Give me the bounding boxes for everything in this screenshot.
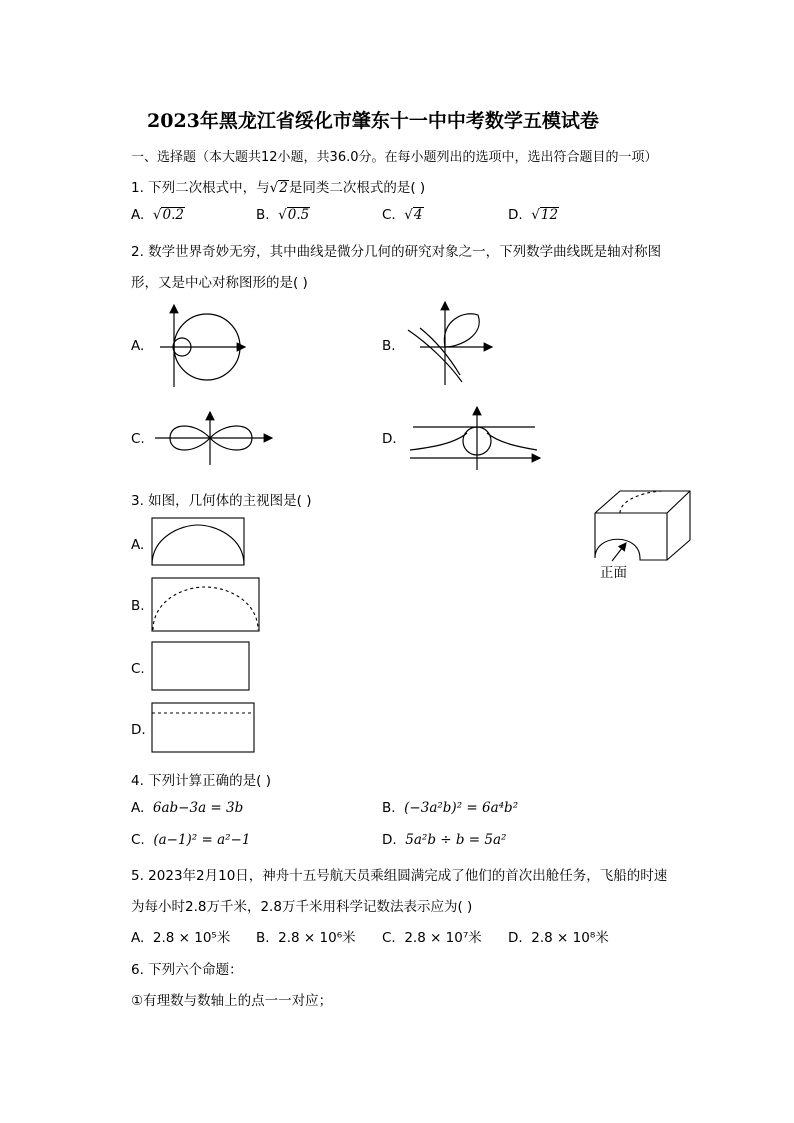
q2-option-b-label[interactable]: B. <box>382 338 396 354</box>
question-2-line1: 2. 数学世界奇妙无穷，其中曲线是微分几何的研究对象之一，下列数学曲线既是轴对称图 <box>131 244 662 260</box>
q4-option-b[interactable]: B. (−3a²b)² = 6a⁴b² <box>382 800 519 816</box>
question-4-stem: 4. 下列计算正确的是( ) <box>131 773 271 789</box>
q2-option-c-label[interactable]: C. <box>131 431 145 447</box>
q1-option-a[interactable]: A. √0.2 <box>131 207 184 223</box>
question-5-line2: 为每小时2.8万千米，2.8万千米用科学记数法表示应为( ) <box>131 899 473 915</box>
q4-option-d[interactable]: D. 5a²b ÷ b = 5a² <box>382 832 507 848</box>
question-5-line1: 5. 2023年2月10日，神舟十五号航天员乘组圆满完成了他们的首次出舱任务，飞船的时速 <box>131 868 668 884</box>
q3-option-d-label[interactable]: D. <box>131 722 146 738</box>
q2-figure-c <box>150 410 290 470</box>
question-1-stem: 1. 下列二次根式中，与√2是同类二次根式的是( ) <box>131 180 426 196</box>
q4-option-c[interactable]: C. (a−1)² = a²−1 <box>131 832 251 848</box>
question-6-stem: 6. 下列六个命题： <box>131 962 243 978</box>
q2-figure-d <box>405 405 555 475</box>
q3-option-a-label[interactable]: A. <box>131 537 145 553</box>
q2-option-d-label[interactable]: D. <box>382 431 397 447</box>
q3-figure-c <box>151 641 251 691</box>
q5-option-d[interactable]: D. 2.8 × 10⁸米 <box>508 930 609 946</box>
q5-option-a[interactable]: A. 2.8 × 10⁵米 <box>131 930 231 946</box>
q2-figure-a <box>145 303 275 393</box>
q2-figure-b <box>400 300 530 390</box>
page-title: 2023年黑龙江省绥化市肇东十一中中考数学五模试卷 <box>147 110 599 132</box>
q3-figure-label: 正面 <box>600 565 627 581</box>
q3-figure-b <box>151 577 261 633</box>
q3-option-c-label[interactable]: C. <box>131 661 145 677</box>
question-3-stem: 3. 如图，几何体的主视图是( ) <box>131 493 312 509</box>
q2-option-a-label[interactable]: A. <box>131 338 145 354</box>
q3-figure-d <box>151 702 256 754</box>
section-heading: 一、选择题（本大题共12小题，共36.0分。在每小题列出的选项中，选出符合题目的一项） <box>131 150 658 165</box>
q5-option-c[interactable]: C. 2.8 × 10⁷米 <box>382 930 482 946</box>
q1-option-b[interactable]: B. √0.5 <box>256 207 310 223</box>
q1-option-d[interactable]: D. √12 <box>508 207 559 223</box>
q5-option-b[interactable]: B. 2.8 × 10⁶米 <box>256 930 356 946</box>
q4-option-a[interactable]: A. 6ab−3a = 3b <box>131 800 244 816</box>
question-6-item-1: ①有理数与数轴上的点一一对应； <box>131 993 333 1009</box>
question-2-line2: 形，又是中心对称图形的是( ) <box>131 275 308 291</box>
q3-figure-a <box>151 517 246 567</box>
q1-option-c[interactable]: C. √4 <box>382 207 423 223</box>
q3-option-b-label[interactable]: B. <box>131 598 145 614</box>
